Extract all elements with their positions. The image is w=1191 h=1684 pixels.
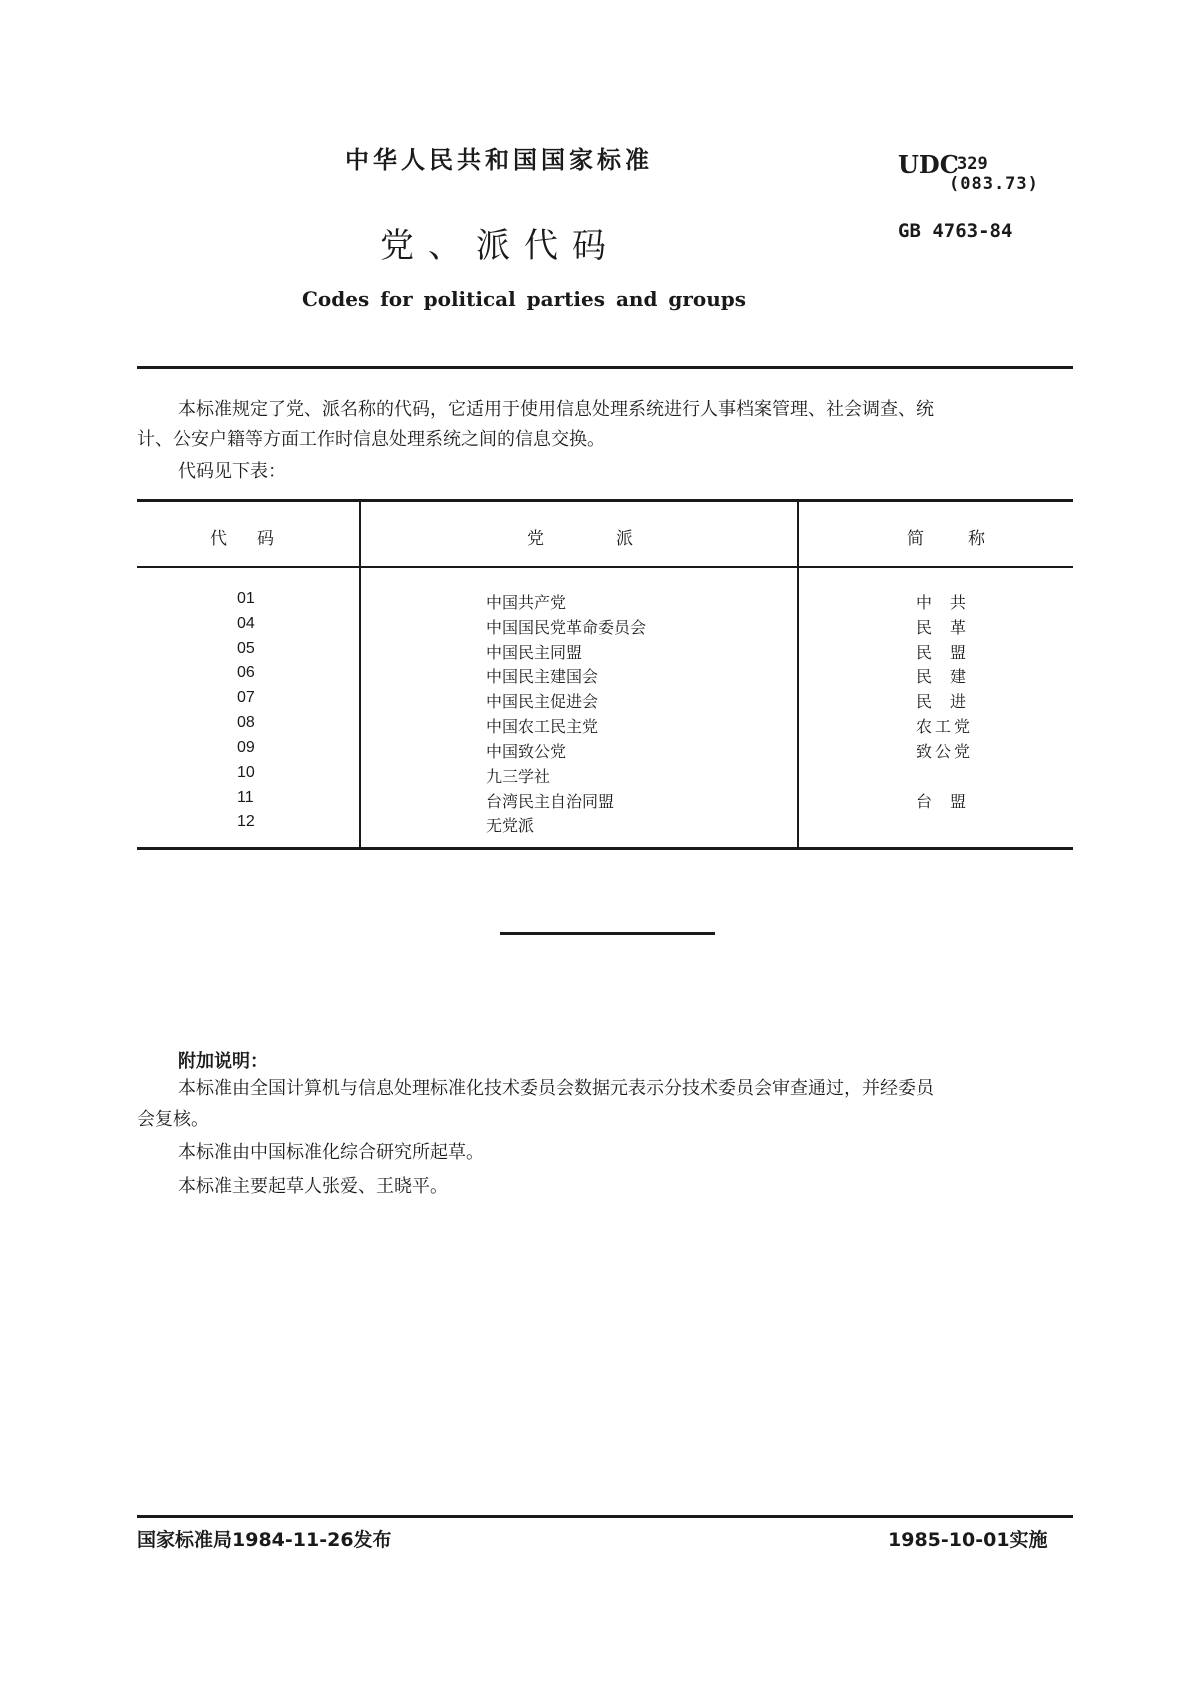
row-party-name: 无党派 [486,816,535,835]
row-code: 08 [237,714,255,731]
intro-paragraph-line1: 本标准规定了党、派名称的代码，它适用于使用信息处理系统进行人事档案管理、社会调查、统 [178,399,934,420]
row-abbreviation: 民建 [916,667,985,686]
row-code: 09 [237,739,255,756]
row-code: 11 [237,789,254,806]
table-row [137,739,1073,763]
row-code: 10 [237,764,255,781]
row-code: 07 [237,689,255,706]
notes-drafting-organization: 本标准由中国标准化综合研究所起草。 [178,1142,484,1163]
row-abbreviation: 民进 [916,692,985,711]
notes-drafters: 本标准主要起草人张爱、王晓平。 [178,1176,448,1197]
notes-paragraph-line1: 本标准由全国计算机与信息处理标准化技术委员会数据元表示分技术委员会审查通过，并经委员 [178,1078,934,1099]
issue-date: 国家标准局1984-11-26发布 [137,1529,392,1551]
row-party-name: 中国民主同盟 [486,643,583,662]
column-header-party: 党派 [527,529,705,549]
column-header-code: 代码 [210,529,304,549]
standard-name: 中华人民共和国国家标准 [345,146,653,174]
row-code: 06 [237,664,255,681]
row-party-name: 台湾民主自治同盟 [486,792,615,811]
table-row [137,789,1073,813]
udc-code-line1: 329 [957,154,988,174]
code-table [137,499,1073,850]
notes-paragraph-line2: 会复核。 [137,1109,209,1130]
notes-title: 附加说明： [178,1051,268,1072]
document-title: 党、派代码 [380,226,620,266]
table-end-mark [500,932,715,935]
table-row [137,764,1073,788]
table-row [137,640,1073,664]
row-abbreviation: 民盟 [916,643,985,662]
table-row [137,615,1073,639]
gb-number: GB 4763-84 [898,220,1013,242]
table-row [137,714,1073,738]
column-header-abbreviation: 简称 [907,529,1029,549]
row-abbreviation: 台盟 [916,792,985,811]
document-subtitle: Codes for political parties and groups [302,287,747,311]
row-abbreviation: 中共 [916,593,985,612]
row-party-name: 中国农工民主党 [486,717,599,736]
intro-table-reference: 代码见下表： [178,461,286,482]
row-party-name: 中国共产党 [486,593,567,612]
row-code: 12 [237,813,255,830]
row-party-name: 九三学社 [486,767,551,786]
table-row [137,689,1073,713]
table-row [137,813,1073,837]
row-code: 01 [237,590,255,607]
row-party-name: 中国民主促进会 [486,692,599,711]
udc-code-line2: (083.73) [949,174,1039,194]
row-party-name: 中国国民党革命委员会 [486,618,647,637]
row-abbreviation: 民革 [916,618,985,637]
row-abbreviation: 农工党 [916,717,974,736]
row-code: 04 [237,615,255,632]
table-row [137,590,1073,614]
row-party-name: 中国致公党 [486,742,567,761]
udc-label: UDC [898,150,959,179]
row-code: 05 [237,640,255,657]
footer-divider [137,1515,1073,1518]
intro-paragraph-line2: 计、公安户籍等方面工作时信息处理系统之间的信息交换。 [137,429,605,450]
effective-date: 1985-10-01实施 [888,1529,1048,1551]
table-row [137,664,1073,688]
row-abbreviation: 致公党 [916,742,974,761]
table-header-divider [137,566,1073,568]
row-party-name: 中国民主建国会 [486,667,599,686]
header-divider [137,366,1073,369]
